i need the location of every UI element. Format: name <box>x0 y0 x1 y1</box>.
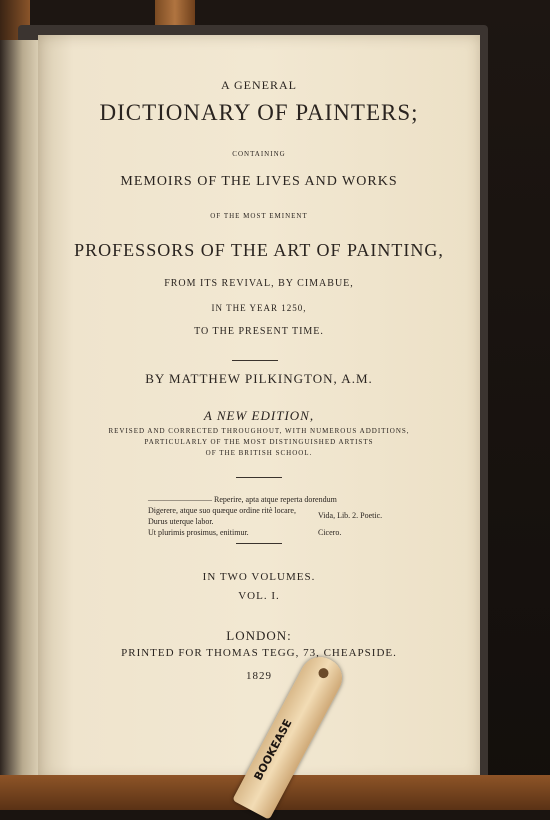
quote-source-2: Cicero. <box>318 528 342 537</box>
title-most-eminent: OF THE MOST EMINENT <box>210 212 308 220</box>
title-main: DICTIONARY OF PAINTERS; <box>99 100 419 125</box>
quote-source-1: Vida, Lib. 2. Poetic. <box>318 511 383 520</box>
volumes-line: IN TWO VOLUMES. <box>202 571 316 583</box>
edition-note-3: OF THE BRITISH SCHOOL. <box>205 449 313 457</box>
quote-line-1: ———————— Reperire, apta atque reperta dorendum <box>148 495 337 504</box>
quote-line-2: Digerere, atque suo quæque ordine ritè locare, <box>148 506 296 515</box>
quote-line-4: Ut plurimis prosimus, enitimur. <box>148 528 249 537</box>
title-line-a-general: A GENERAL <box>221 78 297 92</box>
title-present-time: TO THE PRESENT TIME. <box>194 326 324 337</box>
volume-number: VOL. I. <box>238 590 280 602</box>
bookmark-label: BOOKEASE <box>251 717 295 783</box>
imprint-printer: PRINTED FOR THOMAS TEGG, 73, CHEAPSIDE. <box>121 647 397 659</box>
author-line: BY MATTHEW PILKINGTON, A.M. <box>145 371 373 386</box>
edition-line: A NEW EDITION, <box>203 408 315 423</box>
title-professors: PROFESSORS OF THE ART OF PAINTING, <box>74 240 444 260</box>
imprint-place: LONDON: <box>226 628 292 643</box>
edition-note-2: PARTICULARLY OF THE MOST DISTINGUISHED ARTISTS <box>144 438 374 446</box>
bookmark-hole <box>317 666 331 680</box>
title-year-1250: IN THE YEAR 1250, <box>211 303 307 313</box>
rule-2 <box>236 477 282 478</box>
rule-3 <box>236 543 282 544</box>
title-containing: CONTAINING <box>232 150 286 158</box>
edition-note-1: REVISED AND CORRECTED THROUGHOUT, WITH NUMEROUS ADDITIONS, <box>108 427 410 435</box>
imprint-year: 1829 <box>246 670 272 682</box>
rule-1 <box>232 360 278 361</box>
title-memoirs: MEMOIRS OF THE LIVES AND WORKS <box>120 174 398 189</box>
title-from-revival: FROM ITS REVIVAL, BY CIMABUE, <box>164 278 354 289</box>
facing-page-edge <box>0 40 38 780</box>
quote-line-3: Durus uterque labor. <box>148 517 214 526</box>
